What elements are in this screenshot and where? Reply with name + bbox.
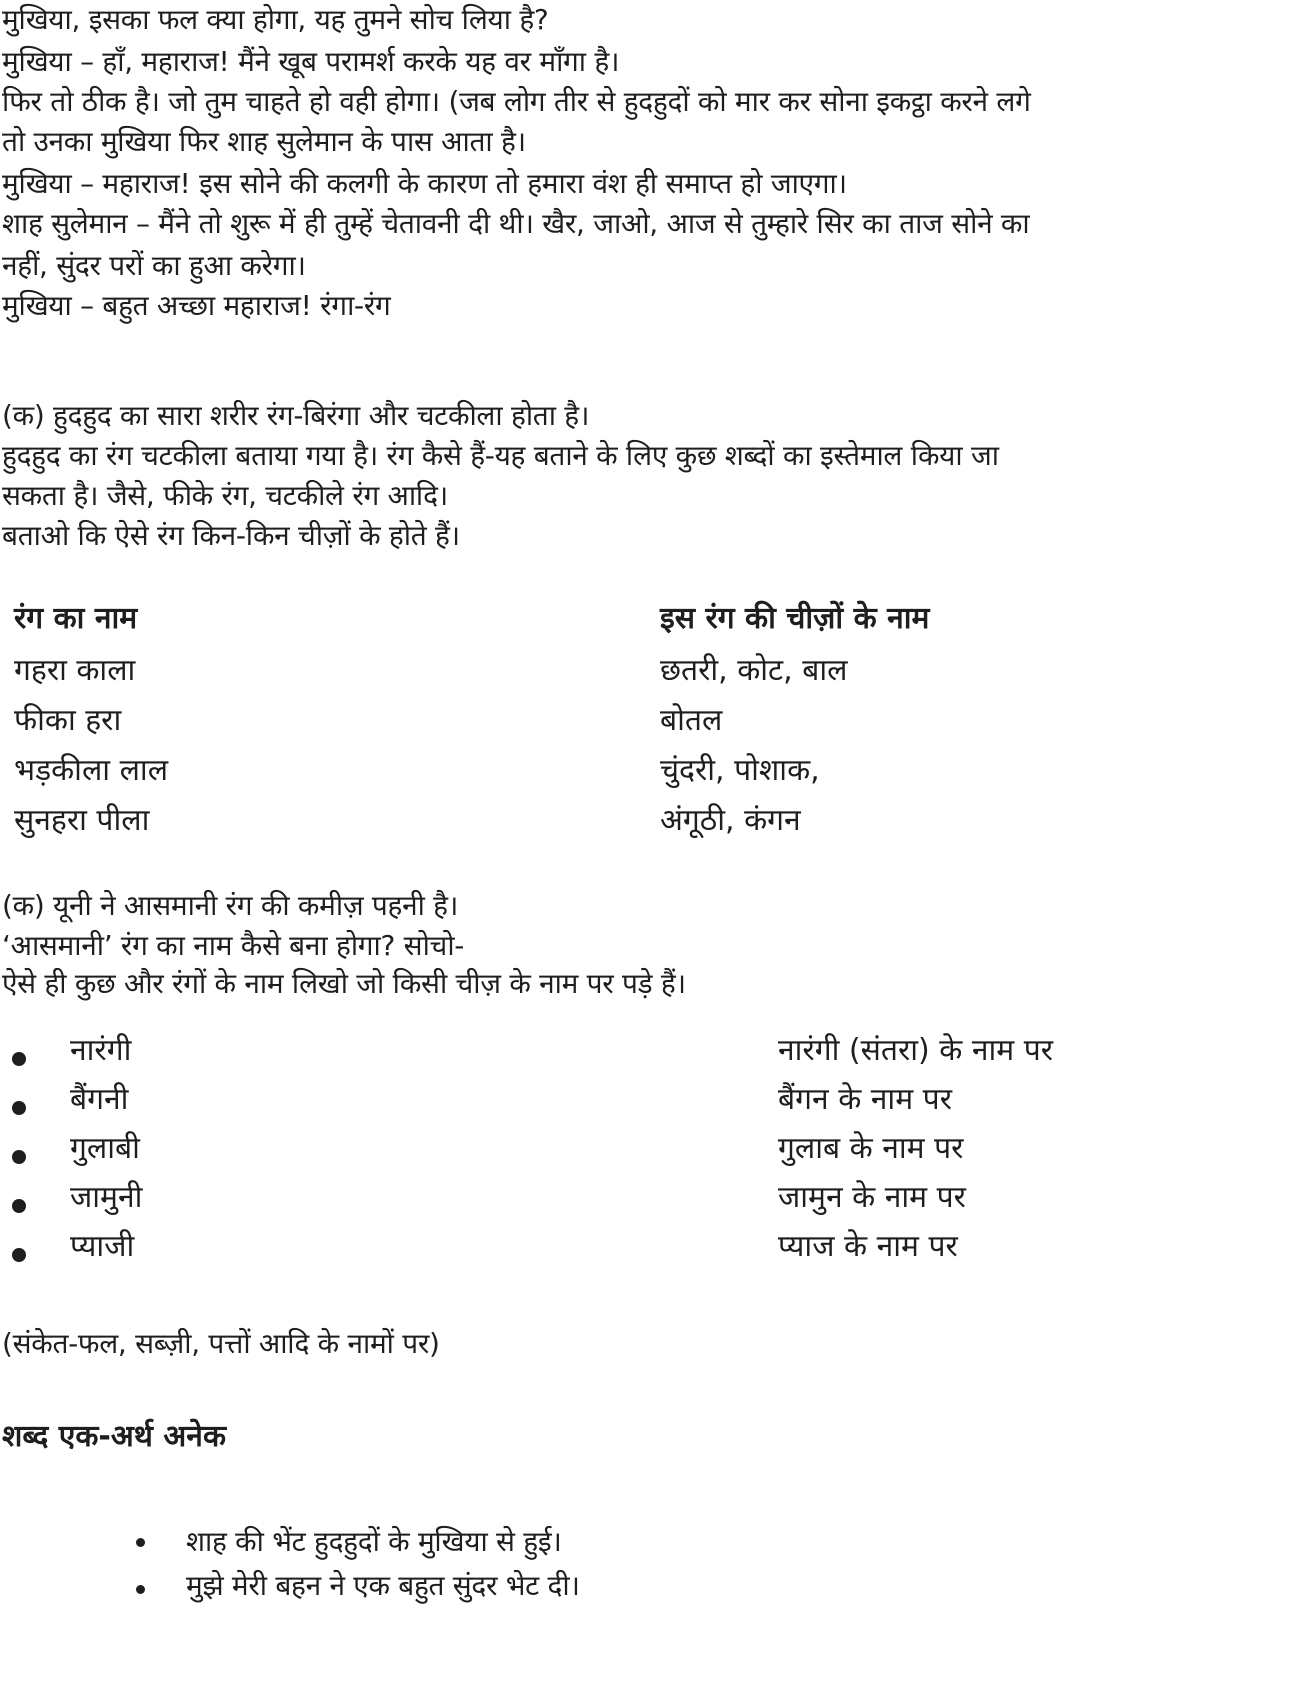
question-line: ऐसे ही कुछ और रंगों के नाम लिखो जो किसी चीज़ के नाम पर पड़े हैं। (2, 967, 686, 1000)
story-line: फिर तो ठीक है। जो तुम चाहते हो वही होगा। (जब लोग तीर से हुदहुदों को मार कर सोना इकट्ठा करने लगे (2, 85, 1031, 118)
story-line: मुखिया, इसका फल क्या होगा, यह तुमने सोच लिया है? (2, 3, 549, 36)
list-item-origin: बैंगन के नाम पर (778, 1082, 952, 1117)
bullet-icon (12, 1248, 26, 1262)
list-item-color: नारंगी (70, 1033, 132, 1068)
bullet-icon (12, 1150, 26, 1164)
section-heading: शब्द एक-अर्थ अनेक (2, 1419, 226, 1454)
question-line: बताओ कि ऐसे रंग किन-किन चीज़ों के होते हैं। (2, 519, 460, 552)
bullet-icon (12, 1101, 26, 1115)
story-line: शाह सुलेमान – मैंने तो शुरू में ही तुम्हें चेतावनी दी थी। खैर, जाओ, आज से तुम्हारे सिर का ताज सोने का (2, 207, 1030, 240)
list-item-color: जामुनी (70, 1180, 143, 1215)
list-item-color: बैंगनी (70, 1082, 129, 1117)
table-cell-things: चुंदरी, पोशाक, (660, 753, 820, 788)
list-item-origin: गुलाब के नाम पर (778, 1131, 964, 1166)
table-header-color-name: रंग का नाम (14, 601, 138, 636)
question-line: ‘आसमानी’ रंग का नाम कैसे बना होगा? सोचो- (2, 929, 465, 962)
question-line: (क) यूनी ने आसमानी रंग की कमीज़ पहनी है। (2, 889, 459, 922)
hint-text: (संकेत-फल, सब्ज़ी, पत्तों आदि के नामों पर) (2, 1327, 440, 1360)
table-cell-things: अंगूठी, कंगन (660, 803, 801, 838)
bullet-icon (136, 1585, 145, 1594)
story-line: तो उनका मुखिया फिर शाह सुलेमान के पास आता है। (2, 125, 526, 158)
example-sentence: शाह की भेंट हुदहुदों के मुखिया से हुई। (186, 1525, 562, 1558)
bullet-icon (136, 1538, 145, 1547)
table-header-things: इस रंग की चीज़ों के नाम (660, 601, 930, 636)
table-cell-color: गहरा काला (14, 653, 136, 688)
table-cell-color: सुनहरा पीला (14, 803, 150, 838)
question-line: (क) हुदहुद का सारा शरीर रंग-बिरंगा और चटकीला होता है। (2, 399, 590, 432)
bullet-icon (12, 1052, 26, 1066)
table-cell-color: भड़कीला लाल (14, 753, 169, 788)
bullet-icon (12, 1199, 26, 1213)
list-item-origin: प्याज के नाम पर (778, 1229, 958, 1264)
question-line: हुदहुद का रंग चटकीला बताया गया है। रंग कैसे हैं-यह बताने के लिए कुछ शब्दों का इस्तेमाल किया जा (2, 439, 999, 472)
question-line: सकता है। जैसे, फीके रंग, चटकीले रंग आदि। (2, 479, 448, 512)
list-item-origin: नारंगी (संतरा) के नाम पर (778, 1033, 1054, 1068)
story-line: मुखिया – बहुत अच्छा महाराज! रंगा-रंग (2, 289, 391, 322)
story-line: नहीं, सुंदर परों का हुआ करेगा। (2, 249, 306, 282)
table-cell-color: फीका हरा (14, 703, 122, 738)
list-item-origin: जामुन के नाम पर (778, 1180, 966, 1215)
list-item-color: प्याजी (70, 1229, 135, 1264)
table-cell-things: छतरी, कोट, बाल (660, 653, 848, 688)
table-cell-things: बोतल (660, 703, 723, 738)
story-line: मुखिया – महाराज! इस सोने की कलगी के कारण तो हमारा वंश ही समाप्त हो जाएगा। (2, 167, 847, 200)
story-line: मुखिया – हाँ, महाराज! मैंने खूब परामर्श करके यह वर माँगा है। (2, 45, 620, 78)
list-item-color: गुलाबी (70, 1131, 140, 1166)
example-sentence: मुझे मेरी बहन ने एक बहुत सुंदर भेट दी। (186, 1569, 580, 1602)
